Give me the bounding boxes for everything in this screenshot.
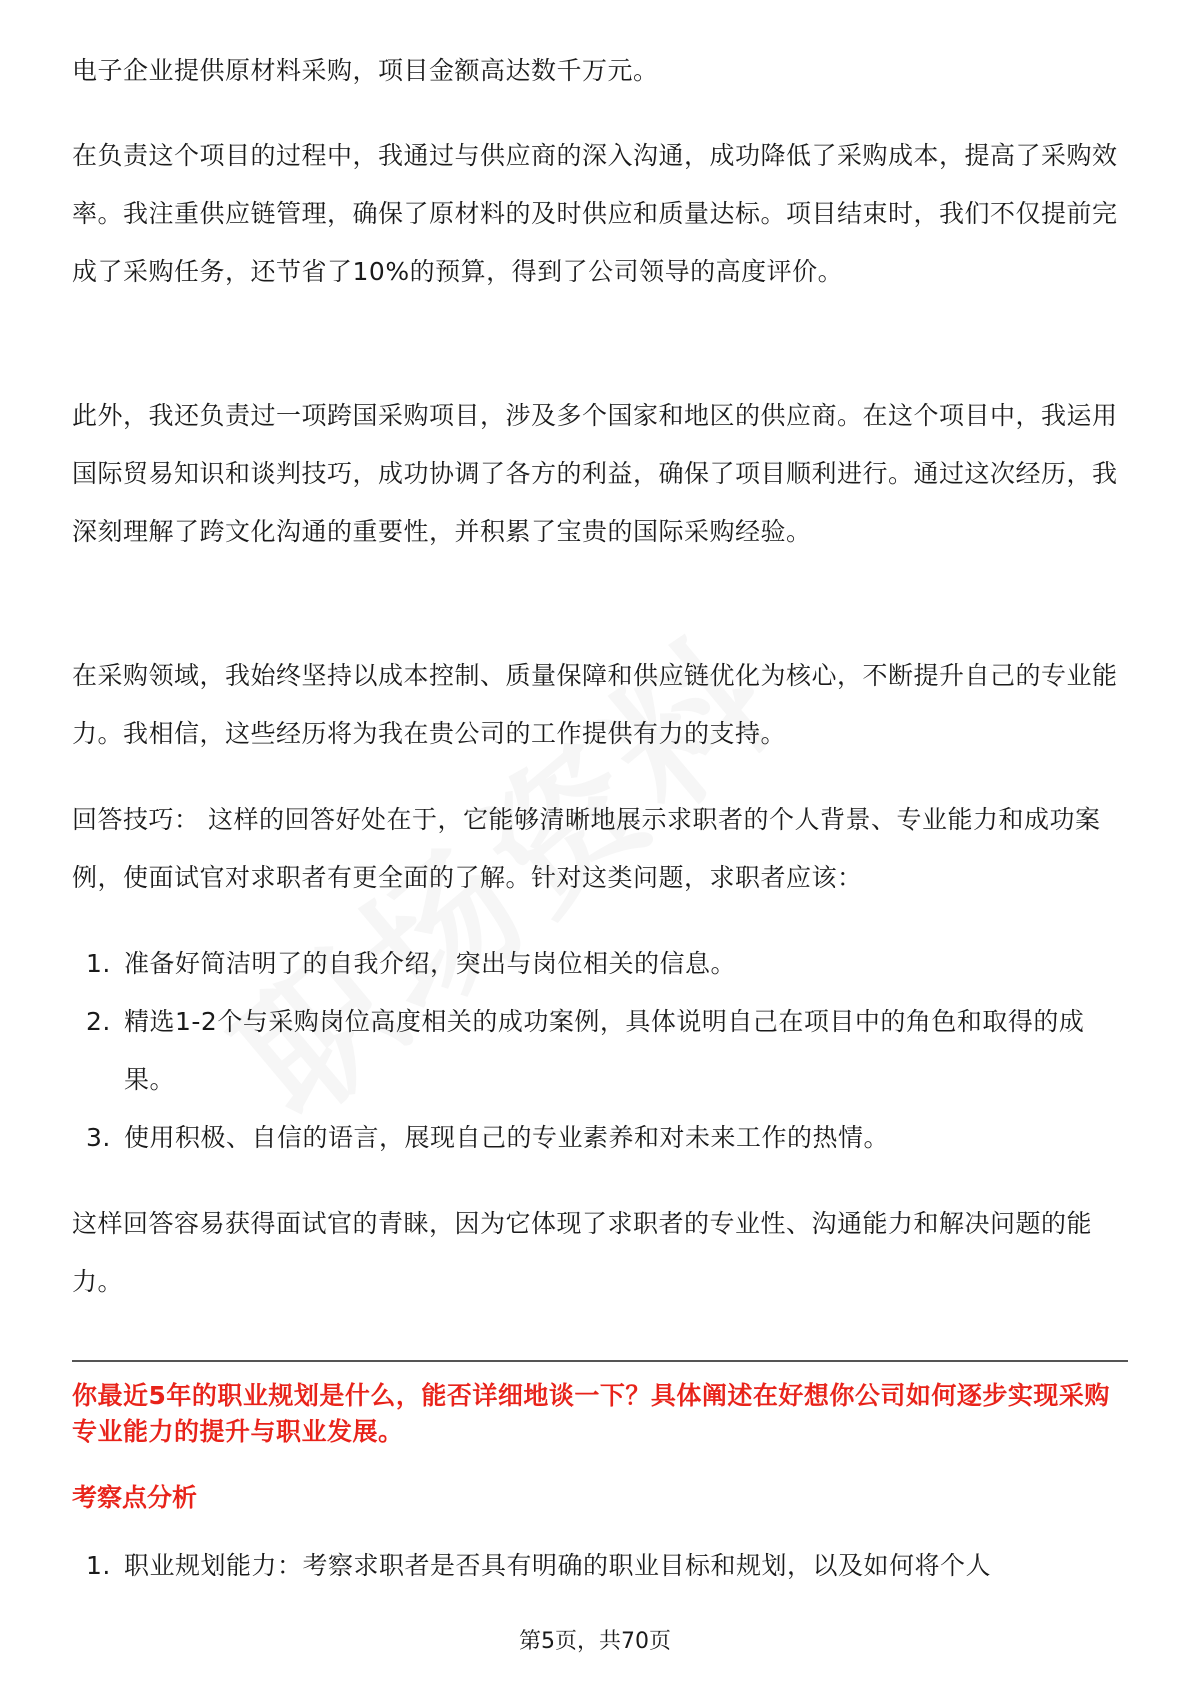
closing-paragraph: 这样回答容易获得面试官的青睐，因为它体现了求职者的专业性、沟通能力和解决问题的能力。 [72,1209,1093,1296]
paragraph: 电子企业提供原材料采购，项目金额高达数千万元。 [72,56,659,85]
list-number: 1. [86,1551,111,1580]
list-item [72,993,1128,1109]
paragraph: 在负责这个项目的过程中，我通过与供应商的深入沟通，成功降低了采购成本，提高了采购效率。我注重供应链管理，确保了原材料的及时供应和质量达标。项目结束时，我们不仅提前完成了采购任务，还节省了10%的预算，得到了公司领导的高度评价。 [72,141,1118,286]
paragraph: 在采购领域，我始终坚持以成本控制、质量保障和供应链优化为核心，不断提升自己的专业能力。我相信，这些经历将为我在贵公司的工作提供有力的支持。 [72,661,1118,748]
tips-list [72,935,1128,1167]
list-item-text: 准备好简洁明了的自我介绍，突出与岗位相关的信息。 [124,949,737,978]
analysis-heading: 考察点分析 [72,1483,198,1512]
list-item [72,935,1128,993]
list-number: 3. [86,1123,111,1152]
list-item [72,1537,1128,1595]
list-number: 2. [86,1007,111,1036]
interview-question: 你最近5年的职业规划是什么，能否详细地谈一下？具体阐述在好想你公司如何逐步实现采购专业能力的提升与职业发展。 [72,1381,1110,1446]
analysis-list [72,1537,1128,1595]
list-item [72,1109,1128,1167]
list-number: 1. [86,949,111,978]
paragraph: 此外，我还负责过一项跨国采购项目，涉及多个国家和地区的供应商。在这个项目中，我运用国际贸易知识和谈判技巧，成功协调了各方的利益，确保了项目顺利进行。通过这次经历，我深刻理解了跨文化沟通的重要性，并积累了宝贵的国际采购经验。 [72,401,1118,546]
page-footer: 第5页，共70页 [519,1629,671,1654]
section-divider [72,1360,1128,1362]
list-item-text: 职业规划能力：考察求职者是否具有明确的职业目标和规划，以及如何将个人 [124,1551,992,1580]
answer-tips-paragraph: 回答技巧： 这样的回答好处在于，它能够清晰地展示求职者的个人背景、专业能力和成功案例，使面试官对求职者有更全面的了解。针对这类问题，求职者应该： [72,805,1101,892]
list-item-text: 精选1-2个与采购岗位高度相关的成功案例，具体说明自己在项目中的角色和取得的成果。 [124,1007,1085,1094]
list-item-text: 使用积极、自信的语言，展现自己的专业素养和对未来工作的热情。 [124,1123,890,1152]
